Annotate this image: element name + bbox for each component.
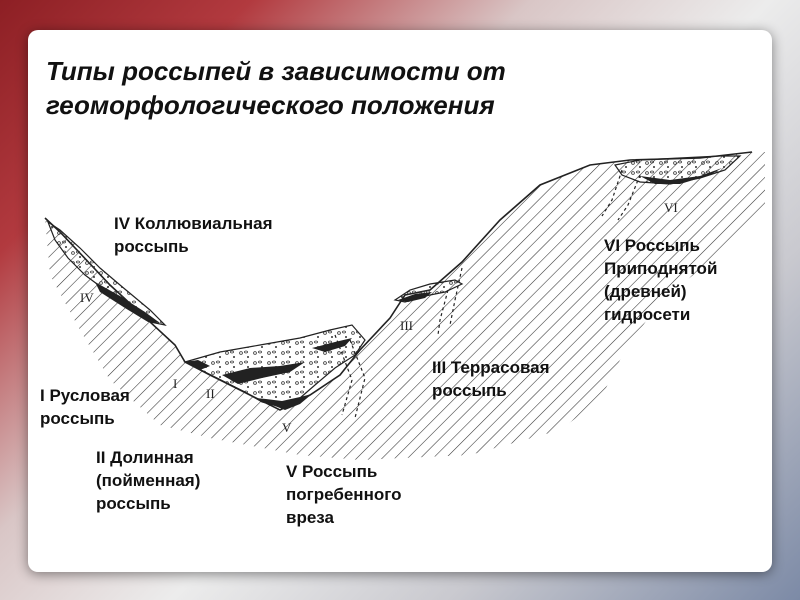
label-v-buried: V Россыпь погребенного вреза	[286, 462, 402, 527]
marker-iii: III	[400, 318, 413, 333]
label-i-channel: I Русловая россыпь	[40, 386, 130, 428]
label-iii-terrace: III Террасовая россыпь	[432, 358, 550, 400]
label-vi-ancient-hydronetwork: VI Россыпь Приподнятой (древней) гидросети	[604, 236, 718, 324]
marker-iv: IV	[80, 290, 94, 305]
marker-i: I	[173, 376, 178, 391]
label-iv-colluvial: IV Коллювиальная россыпь	[114, 214, 273, 256]
marker-v: V	[282, 420, 292, 435]
marker-ii: II	[206, 386, 215, 401]
label-ii-valley: II Долинная (пойменная) россыпь	[96, 448, 201, 513]
slide-title: Типы россыпей в зависимости от геоморфологического положения	[46, 56, 506, 120]
marker-vi: VI	[664, 200, 678, 215]
